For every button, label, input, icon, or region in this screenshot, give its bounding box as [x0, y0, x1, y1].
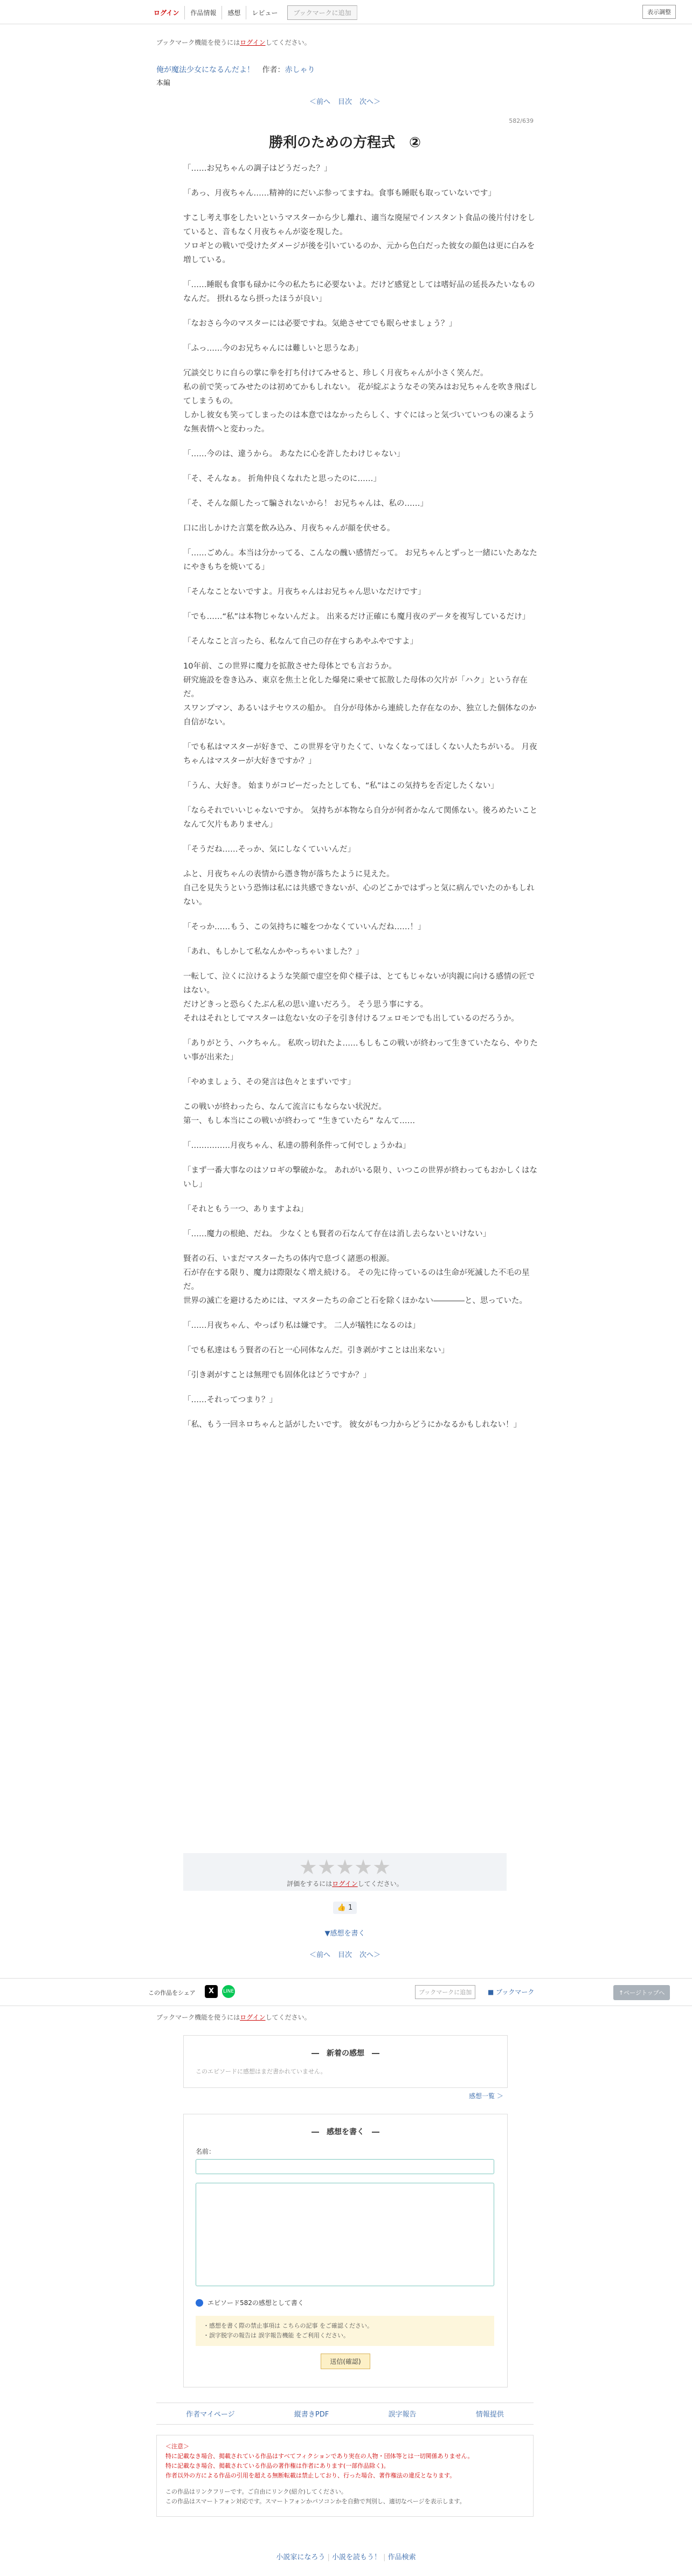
- star-icon[interactable]: ★: [335, 1855, 355, 1879]
- chapter-body: [183, 162, 539, 1432]
- body-paragraph: 第一、もし本当にこの戦いが終わって “生きていたら” なんて……: [183, 1117, 416, 1125]
- name-label: 名前：: [196, 2148, 216, 2155]
- write-impressions-box: [183, 2114, 508, 2387]
- bookmark-add-button[interactable]: ブックマークに追加: [287, 5, 357, 20]
- blank-line: [183, 599, 539, 610]
- blank-line: [183, 1407, 539, 1418]
- display-settings-button[interactable]: 表示調整: [642, 5, 676, 19]
- separator: |: [327, 2553, 332, 2561]
- bookmark-note-login-link[interactable]: ログイン: [240, 2014, 266, 2021]
- body-paragraph: 「そ、そんな顔したって騙されないから！ お兄ちゃんは、私の……」: [183, 499, 428, 508]
- notice-red-2: 特に記載なき場合、掲載されている作品の著作権は作者にあります(一部作品除く)。: [165, 2462, 390, 2469]
- write-impressions-title: ― 感想を書く ―: [312, 2128, 379, 2136]
- body-paragraph: 「……魔力の根絶、だね。 少なくとも賢者の石なんて存在は消し去らないといけない」: [183, 1230, 491, 1238]
- star-icon[interactable]: ★: [299, 1855, 317, 1879]
- blank-line: [183, 436, 539, 447]
- body-paragraph: 「……………月夜ちゃん、私達の勝利条件って何でしょうかね」: [183, 1141, 411, 1150]
- rating-stars: [183, 1853, 507, 1879]
- episode-checkbox[interactable]: [196, 2299, 203, 2307]
- episode-checkbox-label: エピソード582の感想として書く: [207, 2299, 304, 2307]
- bookmark-add-button[interactable]: ブックマークに追加: [415, 1985, 475, 1999]
- new-impressions-box: [183, 2035, 508, 2088]
- impressions-list-link[interactable]: 感想一覧 ＞: [469, 2092, 503, 2100]
- notice-gray-1: この作品はリンクフリーです。ご自由にリンク(紹介)してください。: [165, 2488, 347, 2495]
- blank-line: [183, 1192, 539, 1202]
- bottom-links: [0, 2551, 692, 2561]
- blank-line: [183, 793, 539, 804]
- blank-line: [183, 768, 539, 779]
- star-icon[interactable]: ★: [354, 1855, 373, 1879]
- body-paragraph: 「でも私達はもう賢者の石と一心同体なんだ。引き剥がすことは出来ない」: [183, 1346, 449, 1355]
- body-paragraph: 「あっ、月夜ちゃん……精神的にだいぶ参ってますね。食事も睡眠も取っていないです」: [183, 189, 496, 198]
- impressions-link[interactable]: 感想: [222, 6, 246, 19]
- body-paragraph: 賢者の石、いまだマスターたちの体内で息づく諸悪の根源。: [183, 1255, 395, 1263]
- notice-red-1: 特に記載なき場合、掲載されている作品はすべてフィクションであり実在の人物・団体等とは一切関係ありません。: [165, 2453, 474, 2460]
- body-paragraph: 「なおさら今のマスターには必要ですね。気絶させてでも眠らせましょう？」: [183, 319, 457, 328]
- bookmark-link-label: ブックマーク: [496, 1988, 535, 1996]
- blank-line: [183, 461, 539, 472]
- blank-line: [183, 1026, 539, 1036]
- body-paragraph: 「……それってつまり？」: [183, 1396, 277, 1404]
- blank-line: [183, 1241, 539, 1252]
- warning-line-1: ・感想を書く際の禁止事項は こちらの記事 をご確認ください。: [203, 2322, 373, 2329]
- bookmark-note-2: [156, 2013, 534, 2022]
- footer-link-info[interactable]: 情報提供: [475, 2411, 504, 2419]
- new-impressions-empty: このエピソードに感想はまだ書かれていません。: [196, 2068, 327, 2075]
- blank-line: [183, 1128, 539, 1139]
- blank-line: [183, 486, 539, 497]
- header-info: [156, 38, 534, 87]
- write-impressions-title-text: 感想を書く: [327, 2128, 364, 2136]
- blank-line: [183, 1216, 539, 1227]
- body-paragraph: 「ならそれでいいじゃないですか。 気持ちが本物なら自分が何者かなんて関係ない。後ろめたいことなんて欠片もありません」: [183, 806, 538, 829]
- body-paragraph: 「うん、大好き。 始まりがコピーだったとしても、“私”はこの気持ちを否定したくない」: [183, 782, 499, 790]
- bookmark-note-text: ブックマーク機能を使うには: [156, 2014, 240, 2021]
- blank-line: [183, 959, 539, 970]
- episode-number: 582/639: [509, 117, 534, 124]
- like-button[interactable]: [333, 1902, 357, 1914]
- top-bar: [0, 0, 692, 24]
- rating-box: [183, 1853, 507, 1891]
- submit-button[interactable]: 送信(確認): [321, 2354, 370, 2369]
- share-label: この作品をシェア: [148, 1989, 196, 1996]
- body-paragraph: 「あれ、もしかして私なんかやっちゃいました？」: [183, 948, 364, 956]
- body-paragraph: この戦いが終わったら、なんて流言にもならない状況だ。: [183, 1103, 386, 1111]
- blank-line: [183, 857, 539, 867]
- body-paragraph: 「……ごめん。本当は分かってる、こんなの醜い感情だって。 お兄ちゃんとずっと一緒にいたあなたにやきもちを焼いてる」: [183, 549, 537, 572]
- episode-checkbox-row: [196, 2298, 507, 2307]
- bottom-link-yomou[interactable]: 小説を読もう！: [331, 2553, 381, 2561]
- rating-note-text: 評価をするには: [287, 1880, 333, 1888]
- impression-textarea[interactable]: [196, 2183, 494, 2286]
- prev-link[interactable]: ＜前へ: [309, 98, 330, 106]
- review-link[interactable]: レビュー: [252, 9, 278, 17]
- body-paragraph: 「私、もう一回ネロちゃんと話がしたいです。 彼女がもつ力からどうにかなるかもしれない！」: [183, 1421, 521, 1429]
- blank-line: [183, 535, 539, 546]
- body-paragraph: 「……お兄ちゃんの調子はどうだった？」: [183, 164, 332, 173]
- body-paragraph: 自己を見失うという恐怖は私には共感できないが、心のどこかではずっと気に病んでいたのかもしれない。: [183, 884, 535, 907]
- body-paragraph: 一転して、泣くに泣けるような笑顔で虚空を仰ぐ様子は、とてもじゃないが肉親に向ける感情の匠ではない。: [183, 972, 535, 995]
- like-count: 1: [348, 1904, 353, 1912]
- body-paragraph: 「そんなこと言ったら、私なんて自己の存在すらあやふやですよ」: [183, 637, 418, 646]
- name-input[interactable]: [196, 2159, 494, 2174]
- body-paragraph: 「でも私はマスターが好きで、この世界を守りたくて、いなくなってほしくない人たちがいる。 月夜ちゃんはマスターが大好きですか？」: [183, 743, 537, 765]
- body-paragraph: 「そんなことないですよ。月夜ちゃんはお兄ちゃん思いなだけです」: [183, 588, 426, 596]
- login-link[interactable]: ログイン: [148, 6, 185, 19]
- write-impression-link[interactable]: ▼感想を書く: [324, 1930, 365, 1938]
- prev-link[interactable]: ＜前へ: [309, 1951, 330, 1959]
- x-share-icon[interactable]: X: [205, 1985, 218, 1998]
- series-line: [156, 64, 534, 75]
- body-paragraph: 「……睡眠も食事も碌かに今の私たちに必要ないよ。だけど感覚としては嗜好品の延長みたいなものなんだ。 摂れるなら摂ったほうが良い」: [183, 281, 535, 303]
- blank-line: [183, 1382, 539, 1393]
- blank-line: [183, 267, 539, 278]
- blank-line: [183, 624, 539, 635]
- bookmark-note-post: してください。: [265, 2014, 311, 2021]
- bookmark-note-login-link[interactable]: ログイン: [240, 39, 266, 46]
- blank-line: [183, 331, 539, 342]
- bookmark-note-text: ブックマーク機能を使うには: [156, 39, 240, 46]
- pager-top: [156, 96, 534, 106]
- blank-line: [183, 176, 539, 186]
- body-paragraph: 「そ、そんなぁ。 折角仲良くなれたと思ったのに……」: [183, 475, 381, 483]
- blank-line: [183, 1064, 539, 1075]
- warning-line-2: ・誤字脱字の報告は 誤字報告機能 をご利用ください。: [203, 2332, 349, 2339]
- top-nav: [148, 5, 357, 20]
- blank-line: [183, 729, 539, 740]
- body-paragraph: 「でも……“私”は本物じゃないんだよ。 出来るだけ正確にも魔月夜のデータを複写しているだけ」: [183, 612, 530, 621]
- blank-line: [183, 1153, 539, 1164]
- blank-line: [183, 356, 539, 366]
- body-paragraph: 「そっか……もう、この気持ちに嘘をつかなくていいんだね……！」: [183, 923, 426, 931]
- body-paragraph: 「……今のは、違うから。 あなたに心を許したわけじゃない」: [183, 450, 405, 458]
- next-link[interactable]: 次へ＞: [359, 98, 381, 106]
- body-paragraph: 石が存在する限り、魔力は際限なく増え続ける。 その先に待っているのは生命が死滅した不毛の星だ。: [183, 1269, 530, 1291]
- body-paragraph: 世界の滅亡を避けるためには、マスターたちの命ごと石を除くほかない――――と、思っていた。: [183, 1297, 527, 1305]
- body-paragraph: 「そうだね……そっか、気にしなくていいんだ」: [183, 845, 355, 854]
- blank-line: [183, 306, 539, 317]
- impression-warning: [196, 2316, 494, 2346]
- blank-line: [183, 1089, 539, 1100]
- body-paragraph: 「……月夜ちゃん、やっぱり私は嫌です。 二人が犠牲になるのは」: [183, 1321, 420, 1330]
- blank-line: [183, 1357, 539, 1368]
- separator: |: [383, 2553, 388, 2561]
- body-paragraph: 「やめましょう、その発言は色々とまずいです」: [183, 1078, 355, 1087]
- share-bar: [0, 1978, 692, 2006]
- author-label: 作者：: [262, 66, 285, 74]
- star-icon[interactable]: ★: [372, 1855, 391, 1879]
- footer-link-vertical-pdf[interactable]: 縦書きPDF: [294, 2411, 329, 2419]
- bottom-link-naro[interactable]: 小説家になろう: [276, 2553, 326, 2561]
- toc-link[interactable]: 目次: [337, 1951, 352, 1959]
- body-paragraph: ふと、月夜ちゃんの表情から憑き物が落ちたように見えた。: [183, 870, 395, 879]
- blank-line: [183, 511, 539, 521]
- rating-note-post: してください。: [357, 1880, 403, 1888]
- new-impressions-title-text: 新着の感想: [327, 2049, 364, 2058]
- star-icon[interactable]: ★: [317, 1855, 336, 1879]
- blank-line: [183, 200, 539, 211]
- bottom-link-search[interactable]: 作品検索: [387, 2553, 416, 2561]
- bookmark-note: [156, 38, 534, 47]
- work-info-link[interactable]: 作品情報: [185, 6, 222, 19]
- blank-line: [183, 649, 539, 659]
- body-paragraph: 口に出しかけた言葉を飲み込み、月夜ちゃんが顔を伏せる。: [183, 524, 395, 533]
- body-paragraph: スワンプマン、あるいはテセウスの船か。 自分が母体から連続した存在なのか、独立した個体なのか自信がない。: [183, 704, 537, 727]
- blank-line: [183, 934, 539, 945]
- new-impressions-title: ― 新着の感想 ―: [312, 2049, 379, 2058]
- body-paragraph: 「ありがとう、ハクちゃん。 私吹っ切れたよ……もしもこの戦いが終わって生きていたなら、やりたい事が出来た」: [183, 1039, 538, 1062]
- body-paragraph: しかし彼女も笑ってしまったのは本意ではなかったらしく、すぐにはっと気づいていつもの凍るような無表情へと変わった。: [183, 411, 535, 434]
- rating-login-link[interactable]: ログイン: [332, 1880, 358, 1888]
- body-paragraph: 「引き剥がすことは無理でも固体化はどうですか？」: [183, 1371, 371, 1380]
- pager-bottom: [156, 1949, 534, 1959]
- body-paragraph: すこし考え事をしたいというマスターから少し離れ、適当な廃屋でインスタント食品の後片付けをしていると、音もなく月夜ちゃんが姿を現した。: [183, 214, 535, 236]
- body-paragraph: 「それともう一つ、ありますよね」: [183, 1205, 308, 1214]
- body-paragraph: それはそれとしてマスターは危ない女の子を引き付けるフェロモンでも出しているのだろうか。: [183, 1014, 519, 1023]
- line-share-icon[interactable]: LINE: [222, 1985, 235, 1998]
- notice-box: [156, 2435, 534, 2517]
- footer-link-author-page[interactable]: 作者マイページ: [186, 2411, 235, 2419]
- blank-line: [183, 1333, 539, 1343]
- series-title-link[interactable]: 俺が魔法少女になるんだよ！: [156, 66, 254, 74]
- body-paragraph: 「ふっ……今のお兄ちゃんには難しいと思うなあ」: [183, 344, 363, 353]
- notice-head: ＜注意＞: [165, 2443, 189, 2450]
- body-paragraph: 私の前で笑ってみせたのは初めてかもしれない。 花が綻ぶようなその笑みはお兄ちゃんを吹き飛ばしてしまうもの。: [183, 383, 538, 406]
- footer-links: [156, 2403, 534, 2425]
- section-name: 本編: [156, 79, 171, 87]
- body-paragraph: 冗談交じりに自らの掌に拳を打ち付けてみせると、珍しく月夜ちゃんが小さく笑んだ。: [183, 369, 488, 378]
- bookmark-note-post: してください。: [265, 39, 311, 46]
- page-top-button[interactable]: ↑ページトップへ: [613, 1985, 670, 2000]
- footer-link-typo-report[interactable]: 誤字報告: [388, 2411, 417, 2419]
- body-paragraph: だけどきっと恐らくたぶん私の思い違いだろう。 そう思う事にする。: [183, 1000, 428, 1009]
- toc-link[interactable]: 目次: [337, 98, 352, 106]
- blank-line: [183, 832, 539, 843]
- blank-line: [183, 1308, 539, 1319]
- author-link[interactable]: 赤しゃり: [285, 66, 315, 74]
- blank-line: [183, 574, 539, 585]
- notice-gray-2: この作品はスマートフォン対応です。スマートフォンかパソコンかを自動で判別し、適切なページを表示します。: [165, 2498, 466, 2505]
- like-area: [156, 1904, 534, 1912]
- bookmark-link[interactable]: ■ ブックマーク: [488, 1988, 535, 1996]
- submit-row: [184, 2354, 507, 2369]
- notice-red-3: 作者以外の方による作品の引用を超える無断転載は禁止しており、行った場合、著作権法の違反となります。: [165, 2472, 456, 2479]
- body-paragraph: 「まず一番大事なのはソロギの撃破かな。 あれがいる限り、いつこの世界が終わってもおかしくはないし」: [183, 1166, 537, 1189]
- body-paragraph: ソロギとの戦いで受けたダメージが後を引いているのか、元から色白だった彼女の顔色は更に白みを増している。: [183, 242, 535, 264]
- body-paragraph: 10年前、この世界に魔力を拡散させた母体とでも言おうか。: [183, 662, 397, 671]
- blank-line: [183, 909, 539, 920]
- rating-note: [183, 1879, 507, 1888]
- body-paragraph: 研究施設を巻き込み、東京を焦土と化した爆発に乗せて拡散した母体の欠片が「ハク」という存在だ。: [183, 676, 528, 699]
- thumbs-up-icon: 👍: [337, 1904, 346, 1912]
- chapter-title: 勝利のための方程式 ②: [268, 135, 421, 151]
- next-link[interactable]: 次へ＞: [359, 1951, 381, 1959]
